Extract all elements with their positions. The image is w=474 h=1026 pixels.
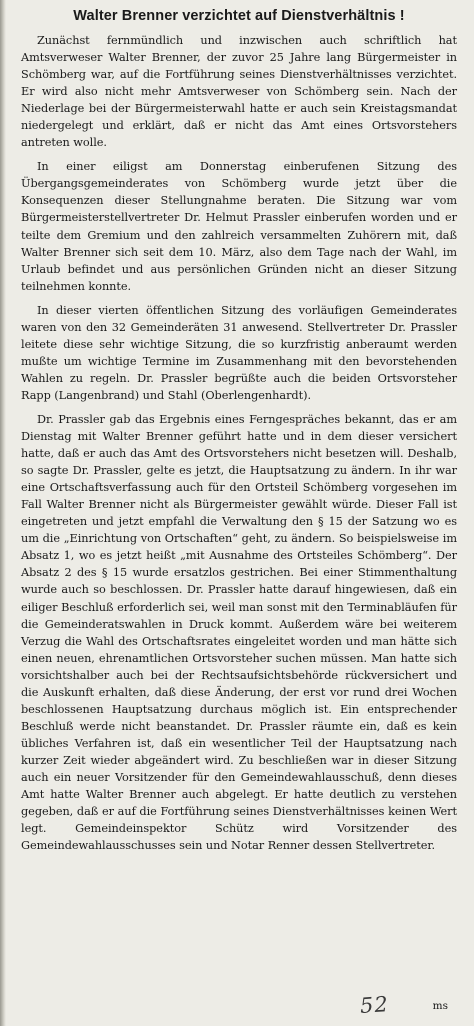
article-paragraph-3: In dieser vierten öffentlichen Sitzung des vorläufigen Gemeinderates waren von den 32 Gemeinderäten 31 anwesend. Stellvertreter Dr. Prassler leitete diese sehr wichtige Sitzung, die so kurzfristig anberaumt werden mußte um wichtige Termine im Zusammenhang mit den bevorstehenden Wahlen zu regeln. Dr. Prassler begrüßte auch die beiden Ortsvorsteher Rapp (Langenbrand) und Stahl (Oberlengenhardt). [21, 303, 457, 402]
article-headline: Walter Brenner verzichtet auf Dienstverhältnis ! [73, 8, 405, 24]
article-paragraph-4: Dr. Prassler gab das Ergebnis eines Ferngespräches bekannt, das er am Dienstag mit Walter Brenner geführt hatte und in dem dieser versichert hatte, daß er auch das Amt des Ortsvorstehers nicht besetzen will. Deshalb, so sagte Dr. Prassler, gelte es jetzt, die Hauptsatzung zu ändern. In ihr war eine Ortschaftsverfassung auch für den Ortsteil Schömberg vorgesehen im Fall Walter Brenner nicht als Bürgermeister gewählt würde. Dieser Fall ist eingetreten und jetzt empfahl die Verwaltung den § 15 der Satzung wo es um die „Einrichtung von Ortschaften“ geht, zu ändern. So beispielsweise im Absatz 1, wo es jetzt heißt „mit Ausnahme des Ortsteiles Schömberg“. Der Absatz 2 des § 15 wurde ersatzlos gestrichen. Bei einer Stimmenthaltung wurde auch so beschlossen. Dr. Prassler hatte darauf hingewiesen, daß ein eiliger Beschluß erforderlich sei, weil man sonst mit den Terminabläufen für die Gemeinderatswahlen in Druck kommt. Außerdem wäre bei weiterem Verzug die Wahl des Ortschaftsrates eingeleitet worden und man hätte sich einen neuen, ehrenamtlichen Ortsvorsteher suchen müssen. Man hatte sich vorsichtshalber auch bei der Rechtsaufsichtsbehörde rückversichert und die Auskunft erhalten, daß diese Änderung, der erst vor rund drei Wochen beschlossenen Hauptsatzung durchaus möglich ist. Ein entsprechender Beschluß werde nicht beanstandet. Dr. Prassler räumte ein, daß es kein übliches Verfahren ist, daß ein wesentlicher Teil der Hauptsatzung nach kurzer Zeit wieder abgeändert wird. Zu beschließen war in dieser Sitzung auch ein neuer Vorsitzender für den Gemeindewahlausschuß, denn dieses Amt hatte Walter Brenner auch abgelegt. Er hatte deutlich zu verstehen gegeben, daß er auf die Fortführung seines Dienstverhältnisses keinen Wert legt. Gemeindeinspektor Schütz wird Vorsitzender des Gemeindewahlausschusses sein und Notar Renner dessen Stellvertreter. [21, 412, 457, 853]
article-paragraph-1: Zunächst fernmündlich und inzwischen auch schriftlich hat Amtsverweser Walter Brenner, der zuvor 25 Jahre lang Bürgermeister in Schömberg war, auf die Fortführung seines Dienstverhältnisses verzichtet. Er wird also nicht mehr Amtsverweser von Schömberg sein. Nach der Niederlage bei der Bürgermeisterwahl hatte er auch sein Kreistagsmandat niedergelegt und erklärt, daß er nicht das Amt eines Ortsvorstehers antreten wolle. [21, 34, 457, 150]
author-initials: ms [432, 1000, 448, 1012]
handwritten-page-number: 52 [359, 992, 390, 1018]
article-paragraph-2: In einer eiligst am Donnerstag einberufenen Sitzung des Übergangsgemeinderates von Schömberg wurde jetzt über die Konsequenzen dieser Stellungnahme beraten. Die Sitzung war vom Bürgermeisterstellvertreter Dr. Helmut Prassler einberufen worden und er teilte dem Gremium und den zahlreich versammelten Zuhörern mit, daß Walter Brenner sich seit dem 10. März, also dem Tage nach der Wahl, im Urlaub befindet und aus persönlichen Gründen nicht an dieser Sitzung teilnehmen konnte. [21, 160, 457, 293]
newspaper-article [21, 8, 457, 861]
page-edge-shadow [0, 0, 6, 1026]
